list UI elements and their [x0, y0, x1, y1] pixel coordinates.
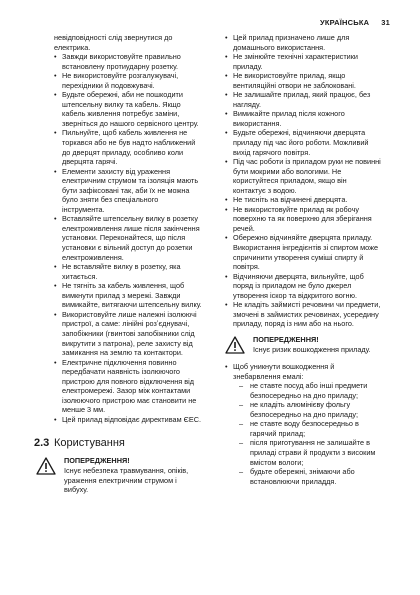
list-item: • Використовуйте лише належні ізолюючі пристрої, а саме: лінійні розʼєднувачі, запобіжники (гвинтові запобіжники слід викрутити з патрона), реле захисту від замикання на землю та контактори. [54, 310, 202, 358]
section-heading [34, 436, 202, 450]
safety-list-right [225, 33, 381, 329]
right-column [225, 33, 381, 486]
list-item: • Цей прилад призначено лише для домашнього використання. [225, 33, 381, 52]
left-column [34, 33, 202, 503]
list-item: • Пильнуйте, щоб кабель живлення не торкався або не був надто наближений до дверцят приладу, особливо коли дверцята гарячі. [54, 128, 202, 166]
enamel-sublist [233, 381, 381, 486]
section-number: 2.3 [34, 437, 50, 450]
list-item: • Під час роботи із приладом руки не повинні бути мокрими або вологими. Не користуйтеся приладом, якщо він контактує з водою. [225, 157, 381, 195]
intro-text: невідповідності слід звернутися до електрика. [54, 33, 173, 52]
section-title: Користування [54, 437, 125, 450]
warning-triangle-icon [225, 336, 245, 354]
list-item [225, 362, 381, 486]
warning-title: ПОПЕРЕДЖЕННЯ! [64, 456, 130, 466]
safety-list-left [54, 52, 202, 424]
list-item: • Обережно відчиняйте дверцята приладу. Використання інгредієнтів зі спиртом може спричинити утворення суміші спирту й повітря. [225, 233, 381, 271]
list-item: • Вимикайте прилад після кожного використання. [225, 109, 381, 128]
sublist-item: – не кладіть алюмінієву фольгу безпосередньо на дно приладу; [239, 400, 381, 419]
list-item: • Завжди використовуйте правильно встановлену протиударну розетку. [54, 52, 202, 71]
list-item: • Не кладіть займисті речовини чи предмети, змочені в займистих речовинах, усередину приладу, поряд із ним або на нього. [225, 300, 381, 329]
list-item: • Не змінюйте технічні характеристики приладу. [225, 52, 381, 71]
list-item: • Не вставляйте вилку в розетку, яка хитається. [54, 262, 202, 281]
warning-triangle-icon [36, 457, 56, 475]
list-item-text: Щоб уникнути вошкодження й знебарвлення емалі: [233, 362, 335, 381]
enamel-list [225, 362, 381, 486]
warning-box [225, 335, 381, 354]
list-item: • Елементи захисту від ураження електричним струмом та ізоляція мають бути зафіксовані так, аби їх не можна було зняти без спеціального інструмента. [54, 167, 202, 215]
list-item: • Не використовуйте розгалужувачі, перехідники й подовжувачі. [54, 71, 202, 90]
list-item: • Не використовуйте прилад, якщо вентиляційні отвори не заблоковані. [225, 71, 381, 90]
list-item: • Не залишайте прилад, який працює, без нагляду. [225, 90, 381, 109]
warning-text: Існує небезпека травмування, опіків, ураження електричним струмом і вибуху. [64, 465, 189, 495]
page-number: 31 [381, 18, 390, 27]
sublist-item: – не ставте посуд або інші предмети безпосередньо на дно приладу; [239, 381, 381, 400]
warning-text: Існує ризик вошкодження приладу. [253, 344, 371, 354]
sublist-item: – не ставте воду безпосередньо в гарячий прилад; [239, 419, 381, 438]
sublist-item: – будьте обережні, знімаючи або встановлюючи приладдя. [239, 467, 381, 486]
list-item: • Не тягніть за кабель живлення, щоб вимкнути прилад з мережі. Завжди вимикайте, витягаючи штепсельну вилку. [54, 281, 202, 310]
page-header [320, 18, 390, 27]
list-item: • Цей прилад відповідає директивам ЄЕС. [54, 415, 202, 425]
warning-box [54, 456, 202, 494]
list-item: • Відчиняючи дверцята, вильнуйте, щоб поряд із приладом не було джерел утворення іскор та відкритого вогню. [225, 272, 381, 301]
list-item: • Вставляйте штепсельну вилку в розетку електроживлення лише після закінчення установки. Переконайтеся, що після установки є вільний доступ до розетки електроживлення. [54, 214, 202, 262]
warning-title: ПОПЕРЕДЖЕННЯ! [253, 334, 319, 344]
list-item: • Будьте обережні, відчиняючи дверцята приладу під час його роботи. Можливий вихід гарячого повітря. [225, 128, 381, 157]
list-item: • Електричне підключення повинно передбачати наявність ізолюючого пристрою для повного відключення від електромережі. Зазор між контактами ізолюючого пристрою має становити не менше 3 мм. [54, 358, 202, 415]
list-item: • Не тисніть на відчинені дверцята. [225, 195, 381, 205]
sublist-item: – після приготування не залишайте в приладі страви й продукти з високим вмістом вологи; [239, 438, 381, 467]
header-language: УКРАЇНСЬКА [319, 18, 370, 27]
list-item: • Не використовуйте прилад як робочу поверхню та як поверхню для зберігання речей. [225, 205, 381, 234]
list-item: • Будьте обережні, аби не пошкодити штепсельну вилку та кабель. Якщо кабель живлення потребує заміни, зверніться до нашого сервісного центру. [54, 90, 202, 128]
